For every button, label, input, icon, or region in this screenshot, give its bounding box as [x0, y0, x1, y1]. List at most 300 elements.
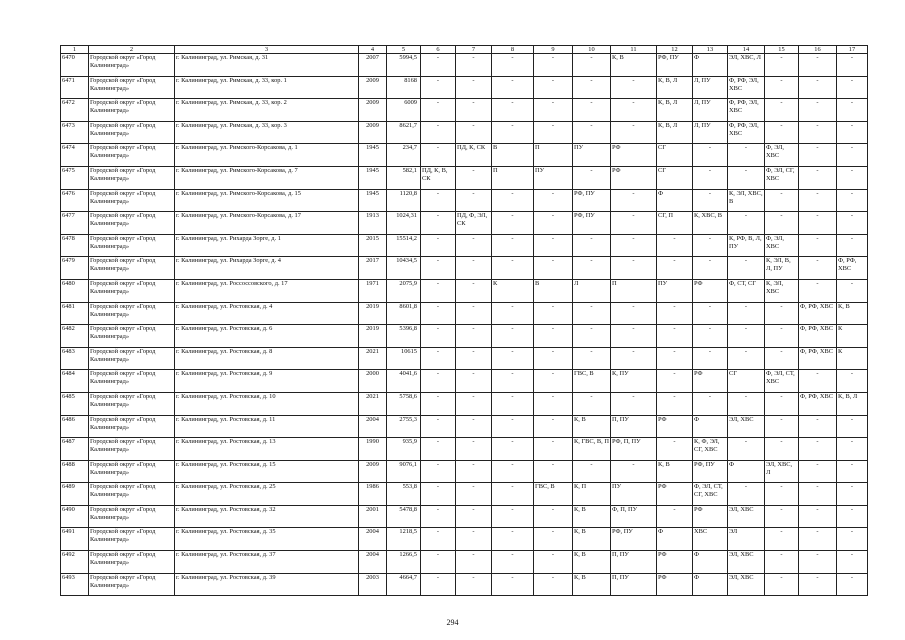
- cell-work-col-13: -: [693, 189, 728, 212]
- cell-work-col-16: -: [799, 189, 837, 212]
- cell-year-built: 2015: [359, 234, 387, 257]
- cell-work-col-12: -: [657, 302, 693, 325]
- cell-year-built: 2004: [359, 551, 387, 574]
- cell-area: 10434,5: [387, 257, 421, 280]
- cell-work-col-11: -: [611, 325, 657, 348]
- cell-municipality: Городской округ «Город Калининград»: [89, 438, 175, 461]
- cell-work-col-16: -: [799, 212, 837, 235]
- cell-area: 4664,7: [387, 573, 421, 596]
- cell-work-col-14: -: [728, 212, 765, 235]
- cell-year-built: 2000: [359, 370, 387, 393]
- cell-row-number: 6490: [61, 505, 89, 528]
- cell-work-col-15: -: [765, 528, 799, 551]
- cell-work-col-17: -: [837, 415, 868, 438]
- cell-address: г. Калининград, ул. Ростовская, д. 25: [175, 483, 359, 506]
- cell-work-col-10: К, ГВС, В, П: [573, 438, 611, 461]
- cell-work-col-12: РФ: [657, 573, 693, 596]
- cell-work-col-13: Л, ПУ: [693, 99, 728, 122]
- cell-work-col-11: -: [611, 234, 657, 257]
- cell-row-number: 6491: [61, 528, 89, 551]
- cell-work-col-6: -: [421, 76, 456, 99]
- cell-work-col-15: -: [765, 551, 799, 574]
- cell-work-col-17: -: [837, 370, 868, 393]
- cell-work-col-11: -: [611, 189, 657, 212]
- cell-address: г. Калининград, ул. Римская, д. 31: [175, 54, 359, 77]
- cell-work-col-8: -: [492, 551, 534, 574]
- cell-work-col-13: -: [693, 302, 728, 325]
- table-row: [61, 483, 868, 506]
- cell-work-col-7: -: [456, 325, 492, 348]
- cell-work-col-11: Ф, П, ПУ: [611, 505, 657, 528]
- cell-work-col-7: -: [456, 460, 492, 483]
- cell-municipality: Городской округ «Город Калининград»: [89, 121, 175, 144]
- cell-work-col-12: СГ, П: [657, 212, 693, 235]
- cell-work-col-9: -: [534, 505, 573, 528]
- cell-municipality: Городской округ «Город Калининград»: [89, 279, 175, 302]
- cell-work-col-17: -: [837, 212, 868, 235]
- cell-work-col-6: -: [421, 257, 456, 280]
- cell-address: г. Калининград, ул. Ростовская, д. 10: [175, 392, 359, 415]
- cell-work-col-16: -: [799, 551, 837, 574]
- page-number: 294: [446, 618, 459, 627]
- cell-work-col-7: -: [456, 257, 492, 280]
- housing-register-table: [60, 45, 868, 596]
- cell-address: г. Калининград, ул. Ростовская, д. 11: [175, 415, 359, 438]
- table-row: [61, 347, 868, 370]
- cell-work-col-12: -: [657, 392, 693, 415]
- cell-work-col-15: -: [765, 76, 799, 99]
- cell-work-col-11: П, ПУ: [611, 573, 657, 596]
- cell-work-col-7: -: [456, 99, 492, 122]
- cell-municipality: Городской округ «Город Калининград»: [89, 99, 175, 122]
- table-row: [61, 166, 868, 189]
- cell-work-col-7: ПД, Ф, ЭЛ, СК: [456, 212, 492, 235]
- cell-work-col-11: РФ: [611, 144, 657, 167]
- cell-area: 6009: [387, 99, 421, 122]
- cell-area: 5396,8: [387, 325, 421, 348]
- cell-work-col-16: -: [799, 483, 837, 506]
- table-row: [61, 573, 868, 596]
- cell-area: 15514,2: [387, 234, 421, 257]
- cell-work-col-16: -: [799, 415, 837, 438]
- cell-work-col-7: -: [456, 505, 492, 528]
- cell-year-built: 2009: [359, 76, 387, 99]
- cell-municipality: Городской округ «Город Калининград»: [89, 551, 175, 574]
- cell-work-col-7: ПД, К, СК: [456, 144, 492, 167]
- cell-work-col-14: Ф, РФ, ЭЛ, ХВС: [728, 76, 765, 99]
- table-row: [61, 505, 868, 528]
- cell-work-col-14: -: [728, 302, 765, 325]
- cell-work-col-7: -: [456, 370, 492, 393]
- cell-work-col-11: -: [611, 212, 657, 235]
- cell-work-col-14: Ф: [728, 460, 765, 483]
- cell-work-col-7: -: [456, 302, 492, 325]
- cell-work-col-14: -: [728, 392, 765, 415]
- cell-work-col-6: -: [421, 370, 456, 393]
- cell-address: г. Калининград, ул. Ростовская, д. 39: [175, 573, 359, 596]
- cell-work-col-7: -: [456, 234, 492, 257]
- cell-work-col-6: -: [421, 302, 456, 325]
- cell-work-col-14: Ф, РФ, ЭЛ, ХВС: [728, 121, 765, 144]
- cell-work-col-16: -: [799, 438, 837, 461]
- cell-area: 234,7: [387, 144, 421, 167]
- cell-work-col-10: К, В: [573, 573, 611, 596]
- cell-work-col-16: Ф, РФ, ХВС: [799, 392, 837, 415]
- column-number: 7: [456, 46, 492, 54]
- cell-work-col-17: -: [837, 99, 868, 122]
- cell-work-col-12: Ф: [657, 528, 693, 551]
- cell-year-built: 2019: [359, 325, 387, 348]
- cell-work-col-17: -: [837, 121, 868, 144]
- cell-work-col-10: -: [573, 54, 611, 77]
- column-number-row: [61, 46, 868, 54]
- cell-area: 10615: [387, 347, 421, 370]
- cell-work-col-16: -: [799, 370, 837, 393]
- cell-work-col-16: -: [799, 54, 837, 77]
- cell-address: г. Калининград, ул. Россоссовского, д. 17: [175, 279, 359, 302]
- cell-work-col-9: -: [534, 325, 573, 348]
- cell-work-col-9: -: [534, 212, 573, 235]
- cell-work-col-16: -: [799, 234, 837, 257]
- cell-work-col-15: -: [765, 438, 799, 461]
- cell-work-col-7: -: [456, 551, 492, 574]
- cell-work-col-17: -: [837, 189, 868, 212]
- cell-work-col-14: -: [728, 144, 765, 167]
- cell-work-col-13: -: [693, 257, 728, 280]
- cell-work-col-15: -: [765, 121, 799, 144]
- cell-year-built: 2009: [359, 121, 387, 144]
- cell-work-col-15: Ф, ЭЛ, СГ, ХВС: [765, 166, 799, 189]
- cell-work-col-6: -: [421, 189, 456, 212]
- cell-municipality: Городской округ «Город Калининград»: [89, 460, 175, 483]
- cell-municipality: Городской округ «Город Калининград»: [89, 144, 175, 167]
- cell-work-col-9: -: [534, 370, 573, 393]
- cell-area: 1218,5: [387, 528, 421, 551]
- cell-work-col-11: -: [611, 99, 657, 122]
- cell-work-col-17: -: [837, 54, 868, 77]
- cell-work-col-15: К, ЭЛ, ХВС: [765, 279, 799, 302]
- cell-work-col-10: К, В: [573, 528, 611, 551]
- cell-area: 2075,9: [387, 279, 421, 302]
- column-number: 12: [657, 46, 693, 54]
- cell-work-col-17: -: [837, 551, 868, 574]
- cell-year-built: 2007: [359, 54, 387, 77]
- cell-year-built: 1945: [359, 166, 387, 189]
- cell-work-col-14: ЭЛ, ХВС: [728, 415, 765, 438]
- cell-work-col-10: К, В: [573, 505, 611, 528]
- cell-work-col-15: -: [765, 483, 799, 506]
- cell-work-col-6: -: [421, 347, 456, 370]
- cell-work-col-11: -: [611, 121, 657, 144]
- cell-work-col-17: -: [837, 76, 868, 99]
- cell-work-col-16: -: [799, 99, 837, 122]
- cell-work-col-14: ЭЛ, ХВС: [728, 573, 765, 596]
- cell-work-col-7: -: [456, 166, 492, 189]
- cell-row-number: 6492: [61, 551, 89, 574]
- cell-work-col-7: -: [456, 279, 492, 302]
- cell-work-col-12: СГ: [657, 166, 693, 189]
- cell-year-built: 1913: [359, 212, 387, 235]
- cell-work-col-16: -: [799, 573, 837, 596]
- cell-year-built: 1945: [359, 144, 387, 167]
- cell-work-col-15: К, ЭЛ, В, Л, ПУ: [765, 257, 799, 280]
- cell-work-col-6: -: [421, 392, 456, 415]
- cell-municipality: Городской округ «Город Калининград»: [89, 302, 175, 325]
- cell-work-col-12: Ф: [657, 189, 693, 212]
- cell-work-col-16: -: [799, 505, 837, 528]
- cell-work-col-9: В: [534, 279, 573, 302]
- cell-work-col-15: -: [765, 189, 799, 212]
- cell-work-col-14: К, РФ, В, Л, ПУ: [728, 234, 765, 257]
- cell-work-col-14: -: [728, 257, 765, 280]
- cell-work-col-6: ПД, К, В, СК: [421, 166, 456, 189]
- cell-address: г. Калининград, ул. Римского-Корсакова, д. 15: [175, 189, 359, 212]
- cell-work-col-14: -: [728, 325, 765, 348]
- cell-work-col-9: -: [534, 528, 573, 551]
- cell-address: г. Калининград, ул. Ростовская, д. 35: [175, 528, 359, 551]
- cell-work-col-13: Ф: [693, 54, 728, 77]
- cell-work-col-10: -: [573, 392, 611, 415]
- cell-work-col-12: РФ: [657, 483, 693, 506]
- cell-work-col-8: -: [492, 347, 534, 370]
- cell-work-col-16: -: [799, 528, 837, 551]
- column-number: 11: [611, 46, 657, 54]
- cell-work-col-12: -: [657, 234, 693, 257]
- cell-area: 1266,5: [387, 551, 421, 574]
- cell-work-col-8: -: [492, 573, 534, 596]
- cell-year-built: 2009: [359, 460, 387, 483]
- cell-row-number: 6471: [61, 76, 89, 99]
- cell-work-col-9: -: [534, 121, 573, 144]
- cell-work-col-13: Ф: [693, 415, 728, 438]
- table-row: [61, 144, 868, 167]
- cell-address: г. Калининград, ул. Римского-Корсакова, д. 7: [175, 166, 359, 189]
- cell-work-col-12: К, В, Л: [657, 76, 693, 99]
- cell-row-number: 6472: [61, 99, 89, 122]
- cell-work-col-13: К, Ф, ЭЛ, СГ, ХВС: [693, 438, 728, 461]
- cell-work-col-15: Ф, ЭЛ, СТ, ХВС: [765, 370, 799, 393]
- cell-work-col-17: К: [837, 347, 868, 370]
- cell-work-col-8: -: [492, 121, 534, 144]
- cell-work-col-9: ПУ: [534, 166, 573, 189]
- cell-address: г. Калининград, ул. Ростовская, д. 15: [175, 460, 359, 483]
- cell-work-col-7: -: [456, 76, 492, 99]
- cell-work-col-9: -: [534, 347, 573, 370]
- table-row: [61, 121, 868, 144]
- cell-municipality: Городской округ «Город Калининград»: [89, 483, 175, 506]
- cell-work-col-9: -: [534, 302, 573, 325]
- cell-work-col-13: РФ: [693, 370, 728, 393]
- cell-area: 935,9: [387, 438, 421, 461]
- cell-work-col-7: -: [456, 528, 492, 551]
- cell-work-col-8: П: [492, 166, 534, 189]
- cell-work-col-10: -: [573, 257, 611, 280]
- cell-work-col-12: -: [657, 325, 693, 348]
- cell-work-col-13: К, ХВС, В: [693, 212, 728, 235]
- column-number: 8: [492, 46, 534, 54]
- cell-work-col-14: -: [728, 166, 765, 189]
- cell-work-col-11: К, В: [611, 54, 657, 77]
- cell-row-number: 6481: [61, 302, 89, 325]
- cell-area: 1024,31: [387, 212, 421, 235]
- cell-year-built: 1971: [359, 279, 387, 302]
- cell-address: г. Калининград, ул. Ростовская, д. 9: [175, 370, 359, 393]
- cell-address: г. Калининград, ул. Ростовская, д. 37: [175, 551, 359, 574]
- cell-work-col-17: Ф, РФ, ХВС: [837, 257, 868, 280]
- cell-year-built: 1945: [359, 189, 387, 212]
- cell-work-col-11: -: [611, 302, 657, 325]
- cell-work-col-13: -: [693, 325, 728, 348]
- cell-work-col-17: К: [837, 325, 868, 348]
- column-number: 1: [61, 46, 89, 54]
- cell-work-col-10: РФ, ПУ: [573, 189, 611, 212]
- cell-work-col-10: -: [573, 166, 611, 189]
- cell-municipality: Городской округ «Город Калининград»: [89, 189, 175, 212]
- cell-address: г. Калининград, ул. Рихарда Зорге, д. 4: [175, 257, 359, 280]
- cell-area: 9076,1: [387, 460, 421, 483]
- cell-work-col-8: -: [492, 438, 534, 461]
- cell-row-number: 6476: [61, 189, 89, 212]
- cell-area: 8168: [387, 76, 421, 99]
- cell-work-col-12: -: [657, 370, 693, 393]
- cell-row-number: 6474: [61, 144, 89, 167]
- cell-row-number: 6477: [61, 212, 89, 235]
- table-row: [61, 257, 868, 280]
- table-row: [61, 392, 868, 415]
- table-row: [61, 325, 868, 348]
- table-row: [61, 99, 868, 122]
- cell-work-col-12: РФ: [657, 415, 693, 438]
- cell-work-col-10: -: [573, 302, 611, 325]
- cell-municipality: Городской округ «Город Калининград»: [89, 573, 175, 596]
- cell-row-number: 6478: [61, 234, 89, 257]
- cell-work-col-14: -: [728, 438, 765, 461]
- cell-work-col-8: В: [492, 144, 534, 167]
- cell-work-col-17: К, В: [837, 302, 868, 325]
- cell-work-col-13: -: [693, 166, 728, 189]
- cell-work-col-10: РФ, ПУ: [573, 212, 611, 235]
- cell-work-col-6: -: [421, 54, 456, 77]
- cell-work-col-16: -: [799, 144, 837, 167]
- cell-work-col-16: -: [799, 121, 837, 144]
- table-row: [61, 54, 868, 77]
- cell-work-col-8: -: [492, 483, 534, 506]
- table-row: [61, 212, 868, 235]
- cell-work-col-10: К, В: [573, 415, 611, 438]
- column-number: 10: [573, 46, 611, 54]
- cell-municipality: Городской округ «Город Калининград»: [89, 415, 175, 438]
- cell-work-col-9: ГВС, В: [534, 483, 573, 506]
- cell-area: 1120,8: [387, 189, 421, 212]
- table-row: [61, 415, 868, 438]
- cell-work-col-7: -: [456, 392, 492, 415]
- cell-work-col-10: -: [573, 347, 611, 370]
- cell-municipality: Городской округ «Город Калининград»: [89, 234, 175, 257]
- cell-work-col-12: СГ: [657, 144, 693, 167]
- cell-work-col-15: -: [765, 573, 799, 596]
- cell-work-col-14: К, ЭЛ, ХВС, В: [728, 189, 765, 212]
- cell-work-col-8: -: [492, 460, 534, 483]
- cell-work-col-8: -: [492, 415, 534, 438]
- cell-work-col-10: -: [573, 76, 611, 99]
- cell-area: 5478,8: [387, 505, 421, 528]
- cell-work-col-11: П: [611, 279, 657, 302]
- cell-work-col-16: -: [799, 76, 837, 99]
- cell-work-col-11: РФ, П, ПУ: [611, 438, 657, 461]
- cell-work-col-9: -: [534, 551, 573, 574]
- cell-municipality: Городской округ «Город Калининград»: [89, 347, 175, 370]
- cell-work-col-7: -: [456, 54, 492, 77]
- cell-work-col-6: -: [421, 234, 456, 257]
- cell-work-col-8: -: [492, 257, 534, 280]
- cell-year-built: 2004: [359, 415, 387, 438]
- cell-work-col-12: -: [657, 347, 693, 370]
- cell-area: 582,1: [387, 166, 421, 189]
- cell-municipality: Городской округ «Город Калининград»: [89, 505, 175, 528]
- cell-work-col-11: К, ПУ: [611, 370, 657, 393]
- cell-address: г. Калининград, ул. Римского-Корсакова, д. 1: [175, 144, 359, 167]
- cell-work-col-6: -: [421, 551, 456, 574]
- cell-address: г. Калининград, ул. Ростовская, д. 4: [175, 302, 359, 325]
- cell-work-col-13: РФ: [693, 505, 728, 528]
- cell-year-built: 2003: [359, 573, 387, 596]
- cell-row-number: 6493: [61, 573, 89, 596]
- cell-work-col-16: -: [799, 279, 837, 302]
- cell-work-col-14: ЭЛ, ХВС, Л: [728, 54, 765, 77]
- cell-area: 5994,5: [387, 54, 421, 77]
- cell-work-col-13: ХВС: [693, 528, 728, 551]
- cell-work-col-6: -: [421, 212, 456, 235]
- table-row: [61, 438, 868, 461]
- cell-work-col-6: -: [421, 438, 456, 461]
- cell-year-built: 2021: [359, 392, 387, 415]
- cell-work-col-11: ПУ: [611, 483, 657, 506]
- cell-work-col-9: -: [534, 99, 573, 122]
- cell-work-col-13: -: [693, 392, 728, 415]
- cell-work-col-9: -: [534, 234, 573, 257]
- cell-municipality: Городской округ «Город Калининград»: [89, 76, 175, 99]
- table-row: [61, 460, 868, 483]
- cell-work-col-7: -: [456, 483, 492, 506]
- cell-work-col-9: П: [534, 144, 573, 167]
- cell-work-col-17: -: [837, 279, 868, 302]
- cell-work-col-7: -: [456, 573, 492, 596]
- cell-work-col-8: -: [492, 302, 534, 325]
- cell-work-col-12: К, В: [657, 460, 693, 483]
- cell-work-col-12: К, В, Л: [657, 121, 693, 144]
- cell-area: 553,8: [387, 483, 421, 506]
- column-number: 14: [728, 46, 765, 54]
- cell-work-col-13: Л, ПУ: [693, 121, 728, 144]
- cell-work-col-15: -: [765, 212, 799, 235]
- cell-row-number: 6470: [61, 54, 89, 77]
- cell-work-col-11: П, ПУ: [611, 415, 657, 438]
- cell-municipality: Городской округ «Город Калининград»: [89, 212, 175, 235]
- cell-work-col-16: Ф, РФ, ХВС: [799, 302, 837, 325]
- cell-work-col-6: -: [421, 144, 456, 167]
- column-number: 16: [799, 46, 837, 54]
- cell-municipality: Городской округ «Город Калининград»: [89, 370, 175, 393]
- cell-work-col-13: Ф, ЭЛ, СТ, СГ, ХВС: [693, 483, 728, 506]
- cell-address: г. Калининград, ул. Ростовская, д. 6: [175, 325, 359, 348]
- cell-work-col-10: К, В: [573, 551, 611, 574]
- cell-work-col-11: -: [611, 257, 657, 280]
- cell-work-col-14: -: [728, 483, 765, 506]
- cell-work-col-14: -: [728, 347, 765, 370]
- cell-work-col-9: -: [534, 54, 573, 77]
- cell-work-col-6: -: [421, 528, 456, 551]
- cell-work-col-10: ПУ: [573, 144, 611, 167]
